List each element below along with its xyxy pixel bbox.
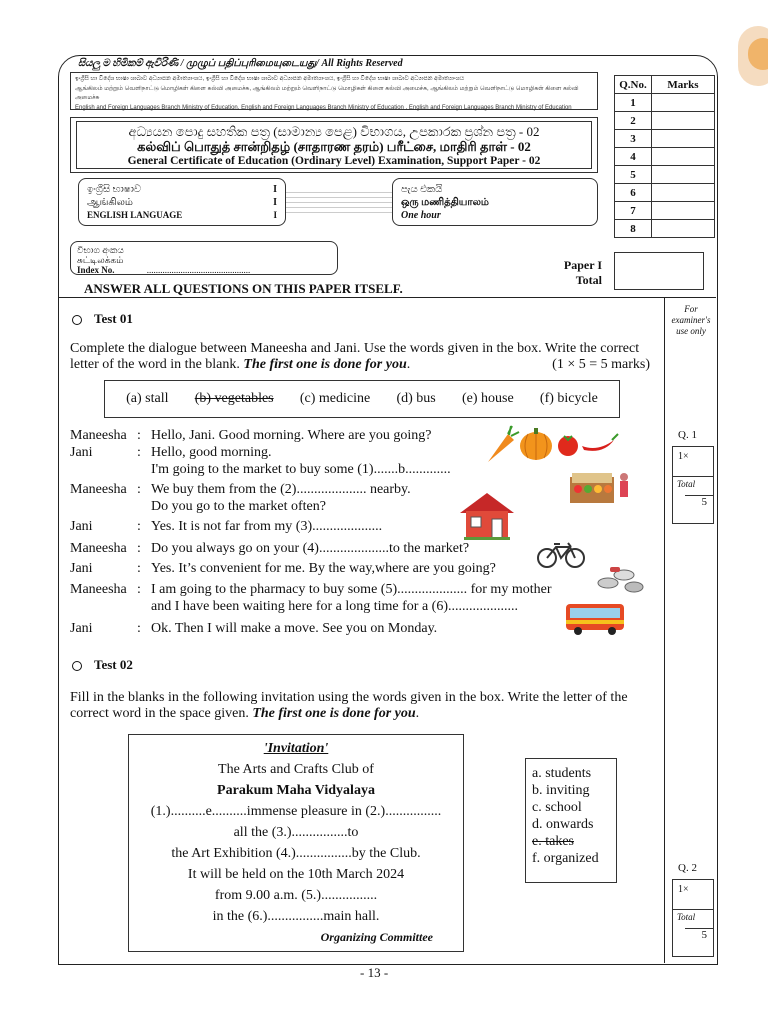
- colon: :: [137, 582, 141, 597]
- q2-total-label: Total: [677, 912, 696, 922]
- speaker: Jani: [70, 519, 93, 534]
- marks-table: [614, 75, 715, 238]
- invitation-card: [128, 734, 464, 952]
- dialogue-line: Ok. Then I will make a move. See you on Monday.: [151, 621, 438, 636]
- dialogue-line[interactable]: and I have been waiting here for a long time for a (6)....................: [151, 599, 518, 614]
- qno-cell: 7: [615, 202, 652, 220]
- house-icon: [458, 491, 516, 541]
- dialogue-line[interactable]: Yes. It is not far from my (3)....................: [151, 519, 383, 534]
- q1-total-label: Total: [677, 479, 696, 489]
- title-tamil: கல்விப் பொதுத் சான்றிதழ் (சாதாரண தரம்) பரீட்சை, மாதிரி தாள் - 02: [137, 139, 531, 154]
- q1-total-value: 5: [685, 495, 713, 510]
- subject-english: ENGLISH LANGUAGE: [87, 210, 183, 220]
- test2-instruction: [70, 690, 662, 722]
- option-item: b. inviting: [532, 783, 590, 798]
- q2-label: Q. 2: [678, 862, 697, 874]
- bullet-icon: [72, 661, 82, 671]
- dialogue-line: Hello, good morning.: [151, 445, 272, 460]
- paper-total-box[interactable]: [614, 252, 704, 290]
- subject-code: I: [273, 184, 277, 195]
- test1-heading: Test 01: [94, 311, 133, 326]
- q1-marks-box[interactable]: [672, 446, 714, 524]
- invitation-line: It will be held on the 10th March 2024: [187, 867, 405, 882]
- qno-cell: 5: [615, 166, 652, 184]
- q2-total-value: 5: [685, 928, 713, 943]
- index-box[interactable]: [70, 241, 338, 275]
- q1-label: Q. 1: [678, 429, 697, 441]
- chili-icon: [582, 434, 618, 451]
- marks-cell[interactable]: [652, 94, 715, 112]
- test1-instruction-end: .: [406, 357, 411, 372]
- colon: :: [137, 621, 141, 636]
- subject-sinhala: ඉංග්‍රීසි භාෂාව: [87, 184, 142, 195]
- total-label: Total: [575, 273, 602, 287]
- option-item: a. students: [532, 766, 592, 781]
- branch-line-sinhala: ඉංග්‍රීසි හා විදේශ භාෂා ශාඛාව අධ්‍යාපන අමාත්‍යාංශය, ඉංග්‍රීසි හා විදේශ භාෂා ශාඛාව අධ්‍යාපන අමාත්‍යාංශය, ඉංග්‍රීසි හා විදේශ භාෂා ශාඛාව අධ්‍යාපන අමාත්‍යාංශය: [75, 76, 465, 82]
- test1-instruction-text: Complete the dialogue between Maneesha and Jani. Use the words given in the box. Write the correct letter of the word in the blank.: [70, 341, 640, 372]
- invitation-line: The Arts and Crafts Club of: [218, 762, 374, 777]
- colon: :: [137, 482, 141, 497]
- q2-multiplier: 1×: [673, 880, 713, 910]
- duration-english: One hour: [401, 210, 441, 221]
- invitation-line[interactable]: (1.)..........e..........immense pleasure in (2.)................: [150, 804, 442, 819]
- speaker: Maneesha: [70, 582, 127, 597]
- qno-cell: 4: [615, 148, 652, 166]
- invitation-line: Parakum Maha Vidyalaya: [217, 783, 375, 798]
- marks-cell[interactable]: [652, 166, 715, 184]
- corner-logo-inner: [748, 38, 768, 70]
- word-option: (d) bus: [396, 391, 436, 406]
- bus-icon: [564, 600, 626, 636]
- test2-instruction-emphasis: The first one is done for you: [252, 706, 416, 721]
- vegetables-icon: [484, 424, 624, 464]
- word-option: (c) medicine: [299, 391, 371, 406]
- word-option: (a) stall: [126, 391, 169, 406]
- medicine-icon: [596, 559, 646, 595]
- marks-cell[interactable]: [652, 112, 715, 130]
- speaker: Jani: [70, 621, 93, 636]
- marks-cell[interactable]: [652, 184, 715, 202]
- option-item: d. onwards: [532, 817, 594, 832]
- dialogue-line: Hello, Jani. Good morning. Where are you going?: [151, 428, 432, 443]
- subject-tamil: ஆங்கிலம்: [87, 197, 133, 208]
- invitation-line[interactable]: the Art Exhibition (4.)................by the Club.: [171, 846, 421, 861]
- colon: :: [137, 445, 141, 460]
- dialogue-line[interactable]: Do you always go on your (4)....................to the market?: [151, 541, 470, 556]
- colon: :: [137, 541, 141, 556]
- colon: :: [137, 519, 141, 534]
- duration-tamil: ஒரு மணித்தியாலம்: [401, 197, 489, 208]
- marks-cell[interactable]: [652, 130, 715, 148]
- test1-heading-row: [72, 311, 133, 327]
- subject-box: [78, 178, 286, 226]
- index-label-tamil: சுட்டிலக்கம்: [77, 255, 124, 265]
- exam-title: [76, 121, 592, 169]
- invitation-line[interactable]: all the (3.)................to: [233, 825, 359, 840]
- invitation-signature: Organizing Committee: [320, 930, 433, 944]
- tomato-icon: [558, 436, 578, 456]
- options-box: [525, 758, 617, 883]
- speaker: Maneesha: [70, 541, 127, 556]
- marks-cell[interactable]: [652, 220, 715, 238]
- word-option: (b) vegetables: [194, 391, 274, 406]
- pumpkin-icon: [520, 428, 552, 460]
- paper-total-label: [540, 258, 602, 288]
- dialogue-line: Do you go to the market often?: [151, 499, 326, 514]
- test1-marks: (1 × 5 = 5 marks): [552, 357, 650, 372]
- q2-marks-box[interactable]: [672, 879, 714, 957]
- qno-cell: 1: [615, 94, 652, 112]
- qno-cell: 3: [615, 130, 652, 148]
- qno-cell: 6: [615, 184, 652, 202]
- dialogue-line[interactable]: I am going to the pharmacy to buy some (5).................... for my mother: [151, 582, 552, 597]
- paper-label: Paper I: [563, 258, 602, 272]
- examiner-note: For examiner's use only: [671, 304, 711, 336]
- qno-cell: 2: [615, 112, 652, 130]
- subject-code: I: [273, 197, 277, 208]
- word-box: [104, 380, 620, 418]
- dialogue-line: Yes. It’s convenient for me. By the way,where are you going?: [151, 561, 496, 576]
- invitation-line[interactable]: from 9.00 a.m. (5.)................: [214, 888, 378, 903]
- marks-cell[interactable]: [652, 148, 715, 166]
- carrot-icon: [488, 426, 519, 462]
- invitation-title: 'Invitation': [263, 741, 329, 756]
- dialogue-line[interactable]: I'm going to the market to buy some (1).......b.............: [151, 462, 451, 477]
- option-item: c. school: [532, 800, 582, 815]
- title-sinhala: අධ්‍යයන පොදු සහතික පත්‍ර (සාමාන්‍ය පෙළ) විභාගය, උපකාරක ප්‍රශ්න පත්‍ර - 02: [128, 124, 540, 139]
- colon: :: [137, 428, 141, 443]
- invitation-line[interactable]: in the (6.)................main hall.: [212, 909, 380, 924]
- marks-header: Marks: [652, 76, 715, 94]
- page-number: - 13 -: [360, 965, 389, 980]
- qno-cell: 8: [615, 220, 652, 238]
- q1-multiplier: 1×: [673, 447, 713, 477]
- decorative-lines: [286, 188, 392, 216]
- rights-reserved: සියලු ම හිමිකම් ඇවිරිණි / முழுப் பதிப்புரிமையுடையது/ All Rights Reserved: [78, 58, 403, 69]
- index-dots: ..............................................: [146, 265, 251, 275]
- speaker: Jani: [70, 445, 93, 460]
- test2-instruction-text: Fill in the blanks in the following invitation using the words given in the box. Write the letter of the correct word in the space given.: [70, 690, 628, 721]
- word-option: (e) house: [461, 391, 514, 406]
- dialogue-line[interactable]: We buy them from the (2).................... nearby.: [151, 482, 411, 497]
- bicycle-icon: [536, 541, 586, 569]
- speaker: Jani: [70, 561, 93, 576]
- market-stall-icon: [568, 469, 634, 507]
- test2-heading: Test 02: [94, 657, 133, 672]
- colon: :: [137, 561, 141, 576]
- index-label-sinhala: විභාග අංකය: [77, 245, 124, 255]
- divider: [58, 297, 716, 298]
- branch-banner: [70, 72, 598, 110]
- speaker: Maneesha: [70, 428, 127, 443]
- test1-instruction-emphasis: The first one is done for you: [243, 357, 407, 372]
- word-option: (f) bicycle: [539, 391, 598, 406]
- branch-line-tamil: ஆங்கிலம் மற்றும் வெளிநாட்டு மொழிகள் கிளை கல்வி அமைச்சு, ஆங்கிலம் மற்றும் வெளிநாட்டு மொழிகள் கிளை கல்வி அமைச்சு, ஆங்கிலம் மற்றும் வெளிநாட்டு மொழிகள் கிளை கல்வி அமைச்சு: [75, 85, 579, 101]
- index-label-english: Index No.: [77, 265, 115, 275]
- option-item: f. organized: [532, 851, 599, 866]
- bullet-icon: [72, 315, 82, 325]
- option-item: e. takes: [532, 834, 574, 849]
- qno-header: Q.No.: [615, 76, 652, 94]
- marks-cell[interactable]: [652, 202, 715, 220]
- answer-all-instruction: ANSWER ALL QUESTIONS ON THIS PAPER ITSELF.: [84, 281, 403, 296]
- test2-heading-row: [72, 657, 133, 673]
- title-english: General Certificate of Education (Ordinary Level) Examination, Support Paper - 02: [127, 155, 541, 167]
- test2-instruction-end: .: [415, 706, 420, 721]
- test1-instruction: [70, 341, 660, 373]
- subject-code: I: [273, 210, 277, 220]
- duration-box: [392, 178, 598, 226]
- branch-line-english: English and Foreign Languages Branch Ministry of Education, English and Foreign Languages Branch Ministry of Education , English and Foreign Languages Branch Ministry of Education: [75, 104, 572, 111]
- duration-sinhala: පැය එකයි: [401, 184, 443, 195]
- examiner-column-divider: [664, 297, 665, 963]
- speaker: Maneesha: [70, 482, 127, 497]
